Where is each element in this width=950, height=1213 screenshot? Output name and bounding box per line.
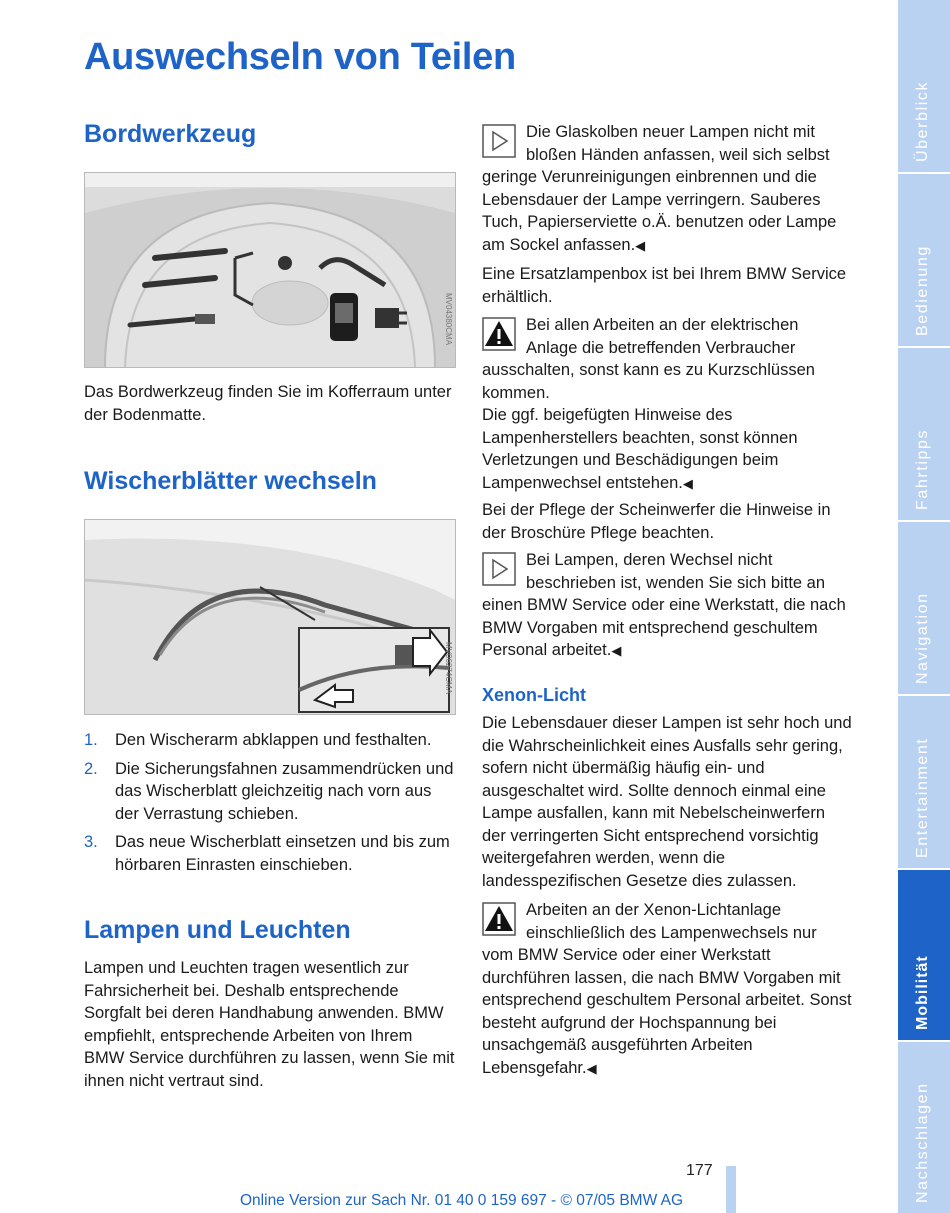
sidebar-tab-entertainment[interactable]: Entertainment xyxy=(898,696,950,870)
sidebar-tab-fahrtipps[interactable]: Fahrtipps xyxy=(898,348,950,522)
wiper-figure xyxy=(84,519,456,715)
figure-code: MV04380CMA xyxy=(444,293,453,346)
section-heading-bordwerkzeug: Bordwerkzeug xyxy=(84,120,257,148)
note-triangle-icon xyxy=(482,552,516,586)
section-heading-lampen: Lampen und Leuchten xyxy=(84,916,351,944)
list-item: 2. Die Sicherungsfahnen zusammendrücken und das Wischerblatt gleichzeitig nach vorn aus der Verrastung schieben. xyxy=(84,759,454,823)
ersatzlampen-text: Eine Ersatzlampenbox ist bei Ihrem BMW Service erhältlich. xyxy=(482,265,847,306)
tool-kit-illustration xyxy=(85,173,455,367)
warning-icon xyxy=(482,902,516,936)
end-mark: ◀ xyxy=(682,475,693,491)
note-block-2: Bei Lampen, deren Wechsel nicht beschrieben ist, wenden Sie sich bitte an einen BMW Service oder eine Werkstatt, die nach BMW Vorgaben mit entsprechend geschultem Personal arbeitet.◀ xyxy=(482,551,846,659)
end-mark: ◀ xyxy=(635,237,646,253)
end-mark: ◀ xyxy=(611,643,622,658)
sidebar-tab-navigation[interactable]: Navigation xyxy=(898,522,950,696)
lampen-text: Lampen und Leuchten tragen wesentlich zur Fahrsicherheit bei. Deshalb entsprechende Sorgfalt bei deren Handhabung anwenden. BMW empfiehlt, entsprechende Arbeiten von Ihrem BMW Service durchführen zu lassen, wenn Sie mit ihnen nicht vertraut sind. xyxy=(84,959,455,1090)
warning-block-1: Bei allen Arbeiten an der elektrischen Anlage die betreffenden Verbraucher ausschalten, sonst kann es zu Kurzschlüssen kommen. Die ggf. beigefügten Hinweise des Lampenherstellers beachten, sonst können Verletzungen und Beschädigungen beim Lampenwechsel entstehen.◀ xyxy=(482,314,852,495)
wiper-illustration xyxy=(85,520,455,714)
footer-text: Online Version zur Sach Nr. 01 40 0 159 697 - © 07/05 BMW AG xyxy=(240,1192,684,1209)
pflege-text: Bei der Pflege der Scheinwerfer die Hinweise in der Broschüre Pflege beachten. xyxy=(482,501,831,542)
bordwerkzeug-text: Das Bordwerkzeug finden Sie im Kofferraum unter der Bodenmatte. xyxy=(84,383,452,424)
sidebar-tab-mobilitaet[interactable]: Mobilität xyxy=(898,870,950,1042)
sidebar-tab-nachschlagen[interactable]: Nachschlagen xyxy=(898,1042,950,1213)
page-number-bar xyxy=(726,1166,736,1213)
page-title: Auswechseln von Teilen xyxy=(84,36,516,78)
sidebar-tab-bedienung[interactable]: Bedienung xyxy=(898,174,950,348)
wiper-steps-list xyxy=(84,729,456,882)
note-triangle-icon xyxy=(482,124,516,158)
list-item: 1. Den Wischerarm abklappen und festhalten. xyxy=(84,731,432,749)
xenon-text: Die Lebensdauer dieser Lampen ist sehr hoch und die Wahrscheinlichkeit eines Ausfalls sehr gering, sofern nicht übermäßig häufig ein- und ausgeschaltet wird. Sollte dennoch einmal eine Lampe ausfallen, kann mit Nebelscheinwerfern der verringerten Sicht entsprechend vorsichtig weitergefahren werden, wenn die landesspezifischen Gesetze dies zulassen. xyxy=(482,714,852,890)
end-mark: ◀ xyxy=(586,1060,597,1076)
list-item: 3. Das neue Wischerblatt einsetzen und bis zum hörbaren Einrasten einschieben. xyxy=(84,833,450,874)
subheading-xenon: Xenon-Licht xyxy=(482,685,586,705)
note-block-1: Die Glaskolben neuer Lampen nicht mit bloßen Händen anfassen, weil sich selbst geringe Verunreinigungen einbrennen und die Lebensdauer der Lampe verringern. Sauberes Tuch, Papierserviette o.Ä. benutzen oder Lampe am Sockel anfassen.◀ xyxy=(482,123,837,254)
sidebar-tab-ueberblick[interactable]: Überblick xyxy=(898,0,950,174)
warning-block-2: Arbeiten an der Xenon-Lichtanlage einschließlich des Lampenwechsels nur vom BMW Service oder einer Werkstatt durchführen lassen, die nach BMW Vorgaben mit entsprechend geschultem Personal arbeitet. Sonst besteht aufgrund der Hochspannung bei unsachgemäß ausgeführten Arbeiten Lebensgefahr.◀ xyxy=(482,901,852,1077)
tool-kit-figure xyxy=(84,172,456,368)
warning-text-1: Bei allen Arbeiten an der elektrischen Anlage die betreffenden Verbraucher ausschalten, sonst kann es zu Kurzschlüssen kommen. xyxy=(482,316,815,402)
figure-code: MV06274CMA xyxy=(444,642,453,695)
warning-icon xyxy=(482,317,516,351)
chapter-sidebar xyxy=(898,0,950,1213)
page-number: 177 xyxy=(686,1162,713,1179)
section-heading-wischer: Wischerblätter wechseln xyxy=(84,467,377,495)
